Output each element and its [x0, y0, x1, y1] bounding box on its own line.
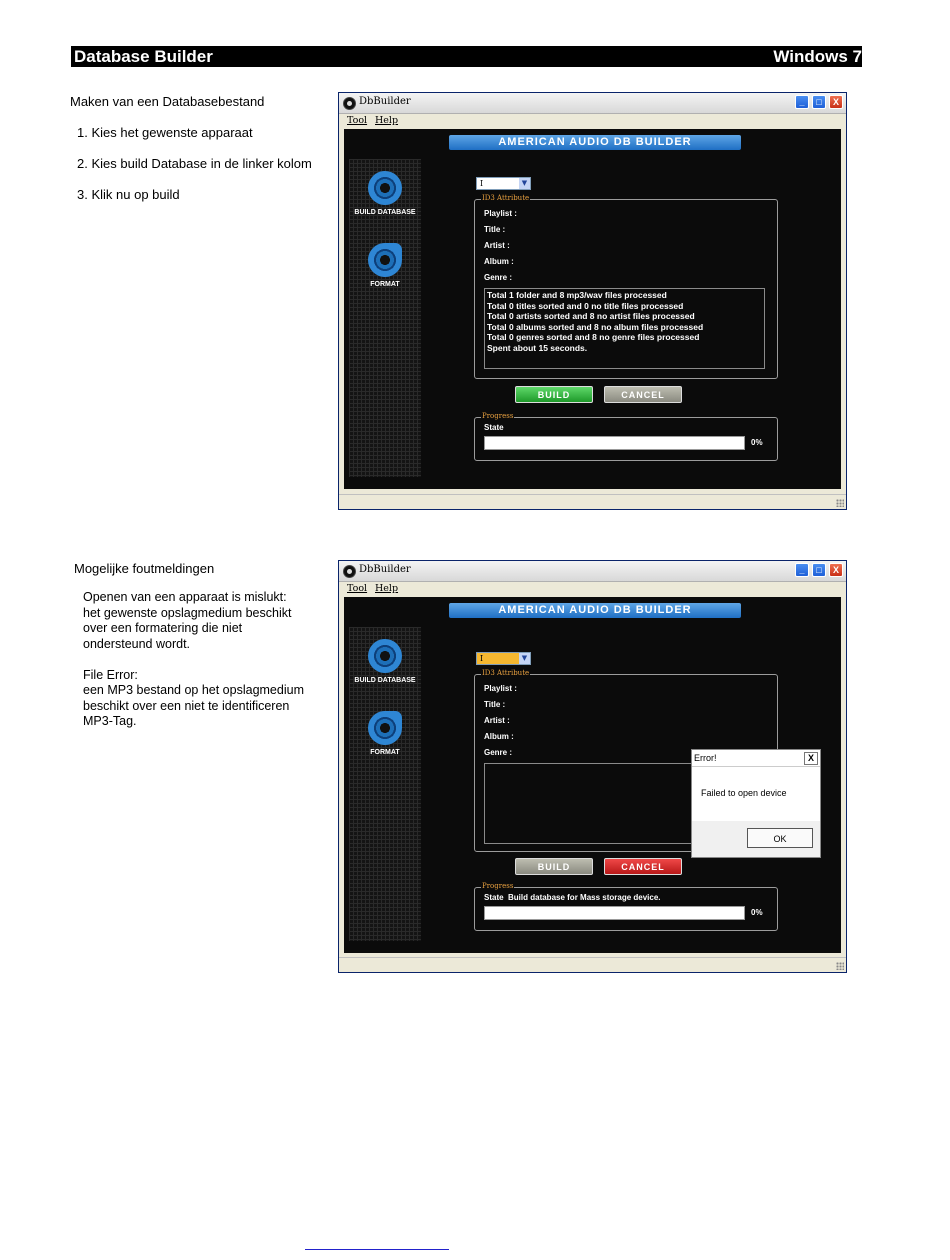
- build-log: [484, 288, 765, 369]
- title-bar[interactable]: [339, 93, 846, 114]
- note-line: Openen van een apparaat is mislukt:: [83, 590, 287, 604]
- close-button[interactable]: X: [829, 95, 843, 109]
- nav-build-label: BUILD DATABASE: [354, 677, 416, 684]
- progress-legend: Progress: [482, 412, 514, 420]
- device-dropdown[interactable]: [476, 652, 531, 665]
- header-os: Windows 7: [773, 47, 862, 66]
- progress-group: [474, 882, 778, 931]
- chevron-down-icon[interactable]: ▼: [519, 178, 530, 189]
- progress-percent: 0%: [751, 438, 763, 447]
- chevron-down-icon[interactable]: ▼: [519, 653, 530, 664]
- nav-build-database[interactable]: [349, 171, 421, 217]
- field-playlist: Playlist :: [484, 209, 517, 218]
- field-artist: Artist :: [484, 716, 510, 725]
- resize-grip-icon[interactable]: [836, 962, 844, 970]
- field-album: Album :: [484, 257, 514, 266]
- title-bar[interactable]: [339, 561, 846, 582]
- device-dropdown[interactable]: [476, 177, 531, 190]
- left-nav: [349, 159, 421, 477]
- dialog-footer: [692, 821, 820, 857]
- log-line: Total 0 genres sorted and 8 no genre files processed: [487, 332, 700, 342]
- dialog-message: Failed to open device: [701, 788, 787, 798]
- app-disc-icon: [343, 97, 356, 110]
- build-button[interactable]: BUILD: [515, 386, 593, 403]
- nav-format-label: FORMAT: [370, 281, 400, 288]
- menu-tool[interactable]: Tool: [347, 583, 368, 594]
- note-line: [83, 652, 304, 668]
- id3-attribute-group: [474, 194, 778, 379]
- section2-notes: [83, 590, 304, 730]
- build-button[interactable]: BUILD: [515, 858, 593, 875]
- menu-tool[interactable]: Tool: [347, 115, 368, 126]
- field-title: Title :: [484, 225, 506, 234]
- app-client-area: [344, 129, 841, 489]
- field-genre: Genre :: [484, 748, 513, 757]
- device-value: I: [480, 654, 484, 663]
- brand-banner: AMERICAN AUDIO DB BUILDER: [449, 135, 741, 150]
- nav-format[interactable]: [349, 711, 421, 757]
- left-nav: [349, 627, 421, 941]
- maximize-button[interactable]: □: [812, 95, 826, 109]
- build-database-icon: [368, 639, 402, 673]
- page-header: [71, 46, 862, 67]
- cancel-button[interactable]: CANCEL: [604, 858, 682, 875]
- format-icon: [368, 243, 402, 277]
- id3-legend: ID3 Attribute: [482, 194, 530, 202]
- brand-banner: AMERICAN AUDIO DB BUILDER: [449, 603, 741, 618]
- note-line: ondersteund wordt.: [83, 636, 191, 651]
- state-label: State: [484, 423, 504, 432]
- device-value: I: [480, 179, 484, 188]
- window-title: DbBuilder: [359, 564, 411, 575]
- state-label: State Build database for Mass storage device.: [484, 893, 661, 902]
- section1-title: Maken van een Databasebestand: [70, 94, 265, 109]
- status-bar: [339, 957, 846, 972]
- note-line: een MP3 bestand op het opslagmedium: [83, 683, 304, 697]
- format-icon: [368, 711, 402, 745]
- status-bar: [339, 494, 846, 509]
- nav-format[interactable]: [349, 243, 421, 289]
- id3-legend: ID3 Attribute: [482, 669, 530, 677]
- log-line: Total 1 folder and 8 mp3/wav files processed: [487, 290, 667, 300]
- dbbuilder-window-1: [338, 92, 847, 510]
- menu-help[interactable]: Help: [375, 583, 399, 594]
- step-2: 2. Kies build Database in de linker kolom: [77, 156, 312, 171]
- nav-format-label: FORMAT: [370, 749, 400, 756]
- log-line: Total 0 titles sorted and 0 no title files processed: [487, 300, 684, 311]
- app-disc-icon: [343, 565, 356, 578]
- note-line: beschikt over een niet te identificeren: [83, 698, 290, 713]
- progress-legend: Progress: [482, 882, 514, 890]
- field-genre: Genre :: [484, 273, 513, 282]
- minimize-button[interactable]: _: [795, 95, 809, 109]
- progress-bar: [484, 436, 745, 450]
- dialog-title: Error!: [692, 750, 820, 767]
- footer-link-underline: [305, 1249, 449, 1250]
- menu-bar: [339, 114, 846, 128]
- build-database-icon: [368, 171, 402, 205]
- step-1: 1. Kies het gewenste apparaat: [77, 125, 253, 140]
- header-title: Database Builder: [74, 47, 213, 66]
- menu-help[interactable]: Help: [375, 115, 399, 126]
- error-dialog: [691, 749, 821, 858]
- minimize-button[interactable]: _: [795, 563, 809, 577]
- resize-grip-icon[interactable]: [836, 499, 844, 507]
- field-playlist: Playlist :: [484, 684, 517, 693]
- progress-percent: 0%: [751, 908, 763, 917]
- log-line: Total 0 albums sorted and 8 no album files processed: [487, 321, 704, 332]
- progress-group: [474, 412, 778, 461]
- menu-bar: [339, 582, 846, 596]
- note-line: over een formatering die niet: [83, 621, 243, 635]
- note-line: MP3-Tag.: [83, 714, 137, 728]
- log-line: Total 0 artists sorted and 8 no artist files processed: [487, 311, 695, 321]
- nav-build-database[interactable]: [349, 639, 421, 685]
- step-3: 3. Klik nu op build: [77, 187, 180, 202]
- note-line: File Error:: [83, 667, 138, 682]
- ok-button[interactable]: OK: [747, 828, 813, 848]
- cancel-button[interactable]: CANCEL: [604, 386, 682, 403]
- section2-title: Mogelijke foutmeldingen: [74, 561, 215, 576]
- log-line: Spent about 15 seconds.: [487, 342, 588, 353]
- field-artist: Artist :: [484, 241, 510, 250]
- window-title: DbBuilder: [359, 96, 411, 107]
- note-line: het gewenste opslagmedium beschikt: [83, 605, 292, 620]
- close-button[interactable]: X: [829, 563, 843, 577]
- nav-build-label: BUILD DATABASE: [354, 209, 416, 216]
- maximize-button[interactable]: □: [812, 563, 826, 577]
- progress-bar: [484, 906, 745, 920]
- field-title: Title :: [484, 700, 506, 709]
- dialog-close-button[interactable]: X: [804, 752, 818, 765]
- state-text: Build database for Mass storage device.: [508, 893, 661, 902]
- field-album: Album :: [484, 732, 514, 741]
